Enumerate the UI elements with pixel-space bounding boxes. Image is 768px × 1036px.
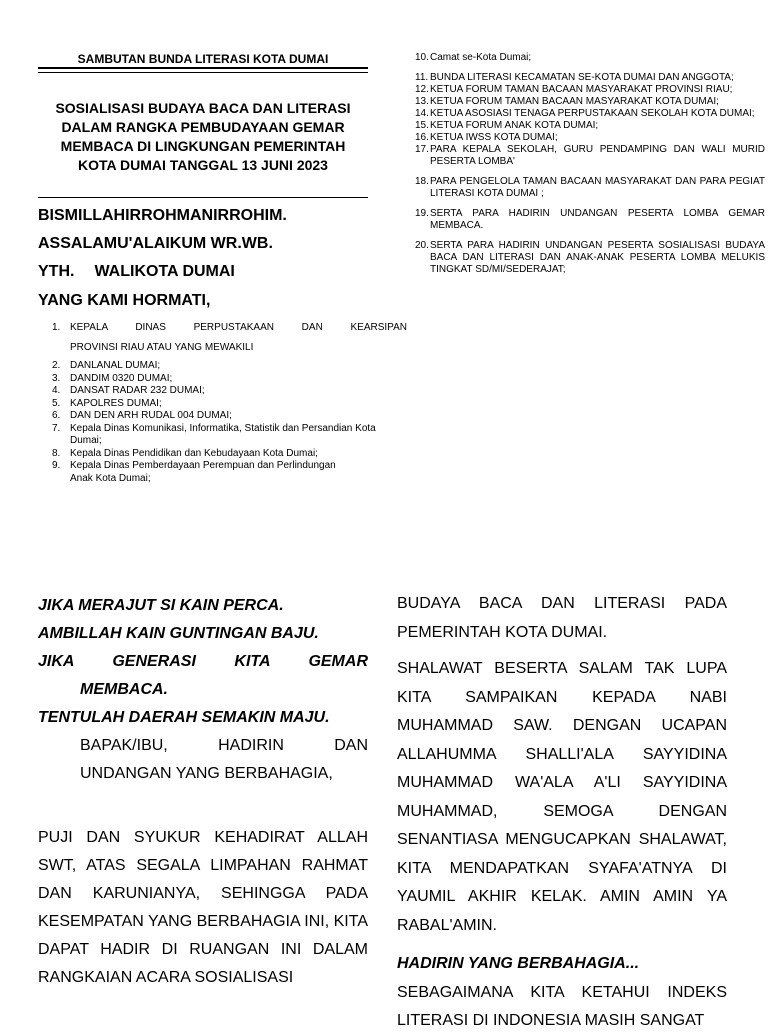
walikota-label: WALIKOTA DUMAI	[94, 263, 235, 280]
list-text: Camat se-Kota Dumai;	[430, 52, 532, 63]
hormat-line: YANG KAMI HORMATI,	[38, 292, 211, 309]
list-text: PROVINSI RIAU ATAU YANG MEWAKILI	[70, 342, 254, 353]
list-item	[52, 373, 407, 386]
pantun-line: MEMBACA.	[80, 681, 168, 698]
list-text: Kepala Dinas Pemberdayaan Perempuan dan Perlindungan	[70, 460, 336, 471]
list-text: Kepala Dinas Komunikasi, Informatika, Statistik dan Persandian Kota	[70, 422, 376, 434]
list-text: KETUA FORUM TAMAN BACAAN MASYARAKAT PROVINSI RIAU;	[430, 84, 733, 95]
list-text: KETUA IWSS KOTA DUMAI;	[430, 132, 558, 143]
list-item	[52, 423, 407, 448]
list-number: 7.	[52, 422, 61, 434]
list-item	[52, 385, 407, 398]
pantun-line: JIKA MERAJUT SI KAIN PERCA.	[38, 597, 284, 614]
list-number: 8.	[52, 447, 61, 459]
list-item	[52, 318, 407, 358]
list-number: 5.	[52, 397, 61, 409]
yth-label: YTH.	[38, 263, 75, 280]
literacy-paragraph: SEBAGAIMANA KITA KETAHUI INDEKS LITERASI DI INDONESIA MASIH SANGAT	[397, 983, 727, 1029]
opening-paragraph: PUJI DAN SYUKUR KEHADIRAT ALLAH SWT, ATAS SEGALA LIMPAHAN RAHMAT DAN KARUNIANYA, SEHINGGA PADA KESEMPATAN YANG BERBAHAGIA INI, KITA DAPAT HADIR DI RUANGAN INI DALAM RANGKAIAN ACARA SOSIALISASI	[38, 829, 368, 986]
subtitle-line: KOTA DUMAI TANGGAL 13 JUNI 2023	[78, 157, 328, 173]
list-item	[415, 208, 765, 232]
list-item	[52, 360, 407, 373]
pantun	[38, 592, 368, 732]
list-item	[415, 240, 765, 276]
list-text: SERTA PARA HADIRIN UNDANGAN PESERTA SOSIALISASI BUDAYA BACA DAN LITERASI DAN ANAK-ANAK PESERTA LOMBA MELUKIS TINGKAT SD/MI/SEDERAJAT;	[430, 240, 765, 275]
list-item	[52, 410, 407, 423]
list-text: DANDIM 0320 DUMAI;	[70, 372, 173, 384]
list-number: 12.	[415, 84, 429, 95]
list-text: PARA PENGELOLA TAMAN BACAAN MASYARAKAT DAN PARA PEGIAT LITERASI KOTA DUMAI ;	[430, 176, 765, 199]
list-text: DAN DEN ARH RUDAL 004 DUMAI;	[70, 410, 232, 421]
list-text: KAPOLRES DUMAI;	[70, 397, 162, 409]
list-item	[415, 72, 765, 84]
list-number: 16.	[415, 132, 429, 143]
speech-column-right	[397, 590, 727, 1036]
list-text: PARA KEPALA SEKOLAH, GURU PENDAMPING DAN WALI MURID PESERTA LOMBA'	[430, 144, 765, 167]
subtitle-line: SOSIALISASI BUDAYA BACA DAN LITERASI	[55, 100, 351, 116]
bismillah-line: BISMILLAHIRROHMANIRROHIM.	[38, 207, 287, 224]
pantun-line: TENTULAH DAERAH SEMAKIN MAJU.	[38, 709, 330, 726]
protocol-list-right	[415, 52, 765, 276]
list-item	[415, 132, 765, 144]
list-item	[415, 176, 765, 200]
list-number: 2.	[52, 360, 61, 371]
list-number: 4.	[52, 385, 61, 396]
pantun-line: AMBILLAH KAIN GUNTINGAN BAJU.	[38, 625, 319, 642]
list-number: 1.	[52, 322, 61, 333]
list-item	[415, 52, 765, 64]
list-number: 19.	[415, 208, 429, 219]
list-text: KEPALA DINAS PERPUSTAKAAN DAN KEARSIPAN	[70, 322, 407, 333]
speech-column-left	[38, 592, 368, 992]
list-item	[415, 120, 765, 132]
list-text: Kepala Dinas Pendidikan dan Kebudayaan Kota Dumai;	[70, 447, 318, 459]
subtitle-line: MEMBACA DI LINGKUNGAN PEMERINTAH	[60, 138, 346, 154]
section-heading: HADIRIN YANG BERBAHAGIA...	[397, 955, 640, 972]
list-number: 3.	[52, 372, 61, 384]
list-number: 14.	[415, 108, 429, 119]
list-item	[415, 84, 765, 96]
list-text: DANSAT RADAR 232 DUMAI;	[70, 385, 205, 396]
list-number: 15.	[415, 120, 429, 131]
salam-line: ASSALAMU'ALAIKUM WR.WB.	[38, 235, 273, 252]
list-item	[52, 398, 407, 411]
list-text: BUNDA LITERASI KECAMATAN SE-KOTA DUMAI DAN ANGGOTA;	[430, 72, 734, 83]
list-item	[415, 96, 765, 108]
list-number: 10.	[415, 52, 429, 63]
list-text: Dumai;	[70, 435, 102, 446]
protocol-list-left	[52, 318, 407, 485]
list-text: DANLANAL DUMAI;	[70, 360, 161, 371]
document-title: SAMBUTAN BUNDA LITERASI KOTA DUMAI	[77, 52, 329, 66]
list-text: KETUA FORUM ANAK KOTA DUMAI;	[430, 120, 599, 131]
title-double-rule	[38, 67, 368, 73]
list-item	[415, 144, 765, 168]
list-item	[52, 460, 407, 485]
subtitle-line: DALAM RANGKA PEMBUDAYAAN GEMAR	[61, 119, 345, 135]
list-text: Anak Kota Dumai;	[70, 472, 151, 484]
list-number: 18.	[415, 176, 429, 187]
pantun-line: JIKA GENERASI KITA GEMAR	[38, 653, 368, 670]
subtitle-rule	[38, 197, 368, 198]
shalawat-paragraph: SHALAWAT BESERTA SALAM TAK LUPA KITA SAMPAIKAN KEPADA NABI MUHAMMAD SAW. DENGAN UCAPAN ALLAHUMMA SHALLI'ALA SAYYIDINA MUHAMMAD WA'ALA A'LI SAYYIDINA MUHAMMAD, SEMOGA DENGAN SENANTIASA MENGUCAPKAN SHALAWAT, KITA MENDAPATKAN SYAFA'ATNYA DI YAUMIL AKHIR KELAK. AMIN AMIN YA RABAL'AMIN.	[397, 660, 727, 934]
list-text: KETUA FORUM TAMAN BACAAN MASYARAKAT KOTA DUMAI;	[430, 96, 719, 107]
yth-line	[38, 263, 255, 281]
list-item	[415, 108, 765, 120]
list-number: 20.	[415, 240, 429, 251]
paragraph-continuation: BUDAYA BACA DAN LITERASI PADA PEMERINTAH KOTA DUMAI.	[397, 595, 727, 641]
list-number: 9.	[52, 460, 61, 471]
event-subtitle	[38, 99, 368, 175]
list-text: KETUA ASOSIASI TENAGA PERPUSTAKAAN SEKOLAH KOTA DUMAI;	[430, 108, 755, 119]
list-text: SERTA PARA HADIRIN UNDANGAN PESERTA LOMBA GEMAR MEMBACA.	[430, 208, 765, 231]
list-number: 13.	[415, 96, 429, 107]
audience-address: BAPAK/IBU, HADIRIN DAN UNDANGAN YANG BERBAHAGIA,	[80, 737, 368, 782]
list-number: 6.	[52, 410, 61, 421]
list-number: 17.	[415, 144, 429, 155]
list-number: 11.	[415, 72, 429, 83]
list-item	[52, 448, 407, 461]
